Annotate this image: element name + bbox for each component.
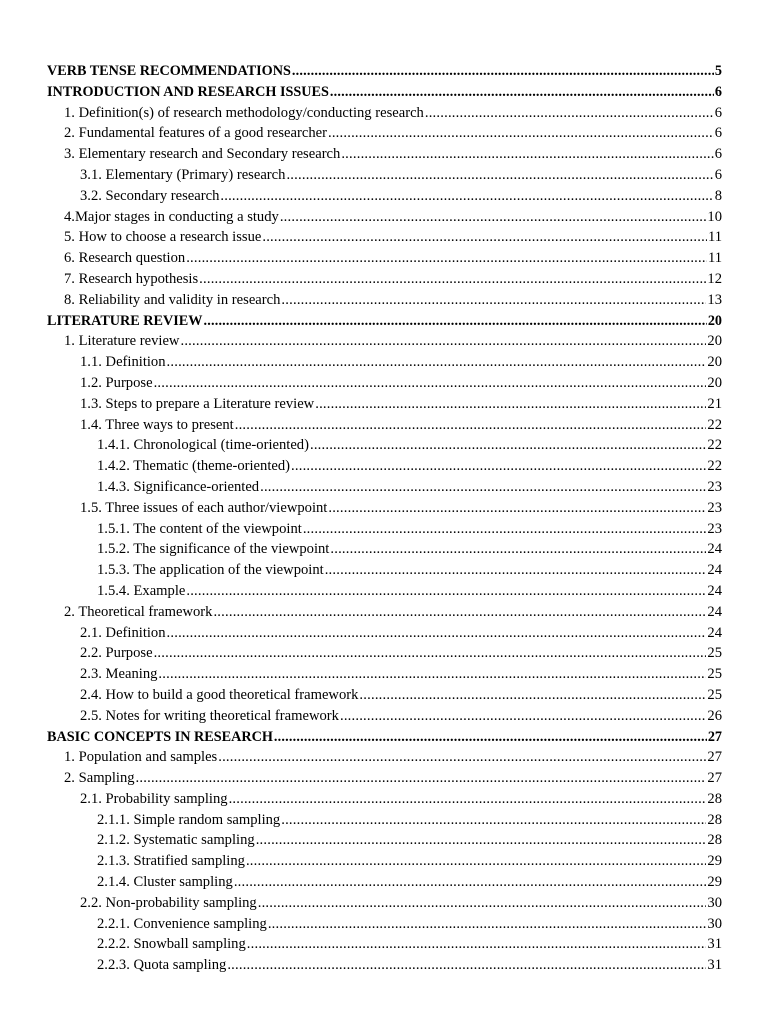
- toc-dot-leader: [315, 394, 706, 415]
- toc-entry-title: 1. Definition(s) of research methodology/conducting research: [64, 103, 425, 124]
- toc-dot-leader: [310, 435, 706, 456]
- toc-page-number: 26: [707, 707, 722, 724]
- toc-entry[interactable]: [0, 581, 768, 602]
- toc-entry-title: 2.1. Definition: [80, 623, 167, 644]
- toc-page-number: 13: [707, 291, 722, 308]
- toc-section-heading[interactable]: [0, 727, 768, 748]
- toc-entry-title: 1.4. Three ways to present: [80, 415, 235, 436]
- toc-dot-leader: [328, 498, 706, 519]
- toc-entry[interactable]: [0, 872, 768, 893]
- toc-page-number: 24: [707, 541, 722, 558]
- toc-dot-leader: [180, 331, 706, 352]
- toc-dot-leader: [186, 248, 707, 269]
- toc-dot-leader: [274, 727, 707, 748]
- toc-entry[interactable]: [0, 373, 768, 394]
- toc-entry-title: 1.5.1. The content of the viewpoint: [97, 519, 303, 540]
- toc-page-number: 25: [707, 686, 722, 703]
- toc-page-number: 12: [707, 270, 722, 287]
- toc-entry-title: 3.2. Secondary research: [80, 186, 220, 207]
- toc-page-number: 22: [707, 416, 722, 433]
- toc-entry-title: 2. Theoretical framework: [64, 602, 213, 623]
- toc-section-heading[interactable]: [0, 82, 768, 103]
- toc-dot-leader: [328, 123, 714, 144]
- toc-entry[interactable]: [0, 851, 768, 872]
- toc-entry[interactable]: [0, 103, 768, 124]
- toc-dot-leader: [167, 623, 707, 644]
- toc-entry-title: LITERATURE REVIEW: [47, 311, 203, 332]
- toc-page-number: 27: [707, 728, 722, 745]
- toc-entry[interactable]: [0, 186, 768, 207]
- toc-page-number: 6: [714, 104, 722, 121]
- toc-dot-leader: [247, 934, 707, 955]
- toc-page-number: 30: [707, 915, 722, 932]
- toc-page-number: 20: [707, 312, 722, 329]
- toc-entry[interactable]: [0, 706, 768, 727]
- toc-page-number: 27: [707, 749, 722, 766]
- toc-dot-leader: [340, 706, 706, 727]
- toc-page-number: 23: [707, 478, 722, 495]
- toc-entry[interactable]: [0, 789, 768, 810]
- toc-entry-title: 2.2.2. Snowball sampling: [97, 934, 247, 955]
- toc-dot-leader: [199, 269, 706, 290]
- toc-page-number: 20: [707, 354, 722, 371]
- toc-entry-title: 1.5.2. The significance of the viewpoint: [97, 539, 330, 560]
- toc-entry-title: 2.2. Non-probability sampling: [80, 893, 258, 914]
- toc-page-number: 25: [707, 666, 722, 683]
- toc-entry[interactable]: [0, 290, 768, 311]
- toc-entry-title: 2.1. Probability sampling: [80, 789, 229, 810]
- toc-dot-leader: [268, 914, 707, 935]
- toc-dot-leader: [235, 415, 707, 436]
- toc-entry[interactable]: [0, 664, 768, 685]
- toc-dot-leader: [286, 165, 713, 186]
- toc-dot-leader: [234, 872, 707, 893]
- toc-page-number: 30: [707, 894, 722, 911]
- toc-entry-title: 1.1. Definition: [80, 352, 167, 373]
- toc-entry[interactable]: [0, 248, 768, 269]
- toc-dot-leader: [167, 352, 707, 373]
- table-of-contents: [0, 61, 768, 976]
- toc-page-number: 22: [707, 437, 722, 454]
- toc-entry-title: 2.3. Meaning: [80, 664, 158, 685]
- toc-dot-leader: [281, 810, 706, 831]
- toc-page-number: 31: [707, 957, 722, 974]
- toc-entry-title: 1.4.1. Chronological (time-oriented): [97, 435, 310, 456]
- toc-entry[interactable]: [0, 893, 768, 914]
- toc-entry[interactable]: [0, 352, 768, 373]
- toc-entry[interactable]: [0, 539, 768, 560]
- toc-page-number: 24: [707, 603, 722, 620]
- toc-entry-title: VERB TENSE RECOMMENDATIONS: [47, 61, 292, 82]
- toc-entry[interactable]: [0, 477, 768, 498]
- toc-entry[interactable]: [0, 123, 768, 144]
- toc-page-number: 6: [714, 83, 722, 100]
- toc-dot-leader: [325, 560, 707, 581]
- toc-entry[interactable]: [0, 955, 768, 976]
- toc-entry-title: 2.1.2. Systematic sampling: [97, 830, 256, 851]
- toc-dot-leader: [229, 789, 707, 810]
- toc-entry-title: 1.5.4. Example: [97, 581, 186, 602]
- toc-page-number: 28: [707, 832, 722, 849]
- toc-dot-leader: [246, 851, 706, 872]
- toc-page-number: 25: [707, 645, 722, 662]
- toc-entry[interactable]: [0, 934, 768, 955]
- toc-entry-title: 1. Literature review: [64, 331, 180, 352]
- toc-entry[interactable]: [0, 685, 768, 706]
- toc-dot-leader: [260, 477, 706, 498]
- toc-entry[interactable]: [0, 435, 768, 456]
- toc-dot-leader: [258, 893, 707, 914]
- toc-dot-leader: [291, 456, 706, 477]
- toc-page-number: 23: [707, 520, 722, 537]
- toc-entry[interactable]: [0, 810, 768, 831]
- toc-entry[interactable]: [0, 519, 768, 540]
- toc-dot-leader: [154, 373, 707, 394]
- toc-dot-leader: [303, 519, 707, 540]
- toc-page-number: 20: [707, 333, 722, 350]
- toc-entry-title: 1.5.3. The application of the viewpoint: [97, 560, 325, 581]
- toc-entry-title: 4.Major stages in conducting a study: [64, 207, 280, 228]
- toc-entry-title: 1.4.3. Significance-oriented: [97, 477, 260, 498]
- toc-entry-title: 2.2.1. Convenience sampling: [97, 914, 268, 935]
- toc-page-number: 21: [707, 395, 722, 412]
- toc-entry-title: 3. Elementary research and Secondary research: [64, 144, 341, 165]
- toc-entry-title: 2.2.3. Quota sampling: [97, 955, 227, 976]
- toc-entry-title: BASIC CONCEPTS IN RESEARCH: [47, 727, 274, 748]
- toc-entry[interactable]: [0, 269, 768, 290]
- toc-entry-title: 2.1.3. Stratified sampling: [97, 851, 246, 872]
- toc-entry-title: 3.1. Elementary (Primary) research: [80, 165, 286, 186]
- toc-page-number: 29: [707, 874, 722, 891]
- toc-entry-title: 2. Fundamental features of a good researcher: [64, 123, 328, 144]
- toc-entry-title: 1. Population and samples: [64, 747, 218, 768]
- toc-entry[interactable]: [0, 227, 768, 248]
- toc-dot-leader: [158, 664, 706, 685]
- toc-entry[interactable]: [0, 560, 768, 581]
- toc-entry[interactable]: [0, 623, 768, 644]
- toc-entry-title: 7. Research hypothesis: [64, 269, 199, 290]
- toc-dot-leader: [227, 955, 706, 976]
- toc-entry-title: INTRODUCTION AND RESEARCH ISSUES: [47, 82, 330, 103]
- toc-entry-title: 1.3. Steps to prepare a Literature review: [80, 394, 315, 415]
- toc-page-number: 29: [707, 853, 722, 870]
- toc-entry[interactable]: [0, 768, 768, 789]
- toc-entry[interactable]: [0, 747, 768, 768]
- toc-dot-leader: [330, 82, 714, 103]
- toc-page-number: 28: [707, 811, 722, 828]
- toc-entry-title: 2. Sampling: [64, 768, 136, 789]
- toc-entry[interactable]: [0, 331, 768, 352]
- toc-section-heading[interactable]: [0, 61, 768, 82]
- toc-entry[interactable]: [0, 394, 768, 415]
- toc-entry-title: 2.1.1. Simple random sampling: [97, 810, 281, 831]
- toc-section-heading[interactable]: [0, 311, 768, 332]
- toc-entry[interactable]: [0, 165, 768, 186]
- toc-page-number: 31: [707, 936, 722, 953]
- toc-page-number: 6: [714, 166, 722, 183]
- toc-dot-leader: [280, 207, 707, 228]
- toc-entry[interactable]: [0, 602, 768, 623]
- toc-dot-leader: [203, 311, 706, 332]
- toc-dot-leader: [330, 539, 706, 560]
- toc-dot-leader: [256, 830, 707, 851]
- toc-page-number: 24: [707, 562, 722, 579]
- toc-dot-leader: [425, 103, 714, 124]
- toc-dot-leader: [218, 747, 706, 768]
- toc-entry-title: 2.4. How to build a good theoretical framework: [80, 685, 359, 706]
- toc-page-number: 6: [714, 125, 722, 142]
- toc-dot-leader: [281, 290, 706, 311]
- toc-entry[interactable]: [0, 830, 768, 851]
- toc-entry-title: 1.2. Purpose: [80, 373, 154, 394]
- toc-page-number: 10: [707, 208, 722, 225]
- toc-page-number: 28: [707, 790, 722, 807]
- toc-entry[interactable]: [0, 914, 768, 935]
- toc-page-number: 20: [707, 374, 722, 391]
- toc-page-number: 6: [714, 146, 722, 163]
- toc-entry[interactable]: [0, 207, 768, 228]
- toc-dot-leader: [220, 186, 713, 207]
- toc-page-number: 24: [707, 582, 722, 599]
- toc-dot-leader: [154, 643, 707, 664]
- toc-page-number: 5: [714, 63, 722, 79]
- toc-entry-title: 1.4.2. Thematic (theme-oriented): [97, 456, 291, 477]
- toc-dot-leader: [341, 144, 713, 165]
- toc-dot-leader: [186, 581, 706, 602]
- toc-page-number: 11: [707, 250, 722, 267]
- toc-dot-leader: [292, 61, 714, 82]
- toc-entry[interactable]: [0, 456, 768, 477]
- toc-entry-title: 1.5. Three issues of each author/viewpoint: [80, 498, 328, 519]
- toc-dot-leader: [136, 768, 707, 789]
- toc-entry-title: 6. Research question: [64, 248, 186, 269]
- toc-dot-leader: [262, 227, 707, 248]
- toc-entry-title: 8. Reliability and validity in research: [64, 290, 281, 311]
- toc-entry-title: 2.2. Purpose: [80, 643, 154, 664]
- toc-page-number: 8: [714, 187, 722, 204]
- toc-dot-leader: [213, 602, 706, 623]
- toc-page-number: 22: [707, 458, 722, 475]
- toc-page-number: 11: [707, 229, 722, 246]
- toc-entry-title: 2.1.4. Cluster sampling: [97, 872, 234, 893]
- toc-page-number: 24: [707, 624, 722, 641]
- toc-page-number: 23: [707, 499, 722, 516]
- toc-entry[interactable]: [0, 144, 768, 165]
- toc-page-number: 27: [707, 770, 722, 787]
- toc-entry[interactable]: [0, 498, 768, 519]
- toc-entry[interactable]: [0, 643, 768, 664]
- toc-dot-leader: [359, 685, 706, 706]
- toc-entry-title: 2.5. Notes for writing theoretical framework: [80, 706, 340, 727]
- toc-entry[interactable]: [0, 415, 768, 436]
- toc-entry-title: 5. How to choose a research issue: [64, 227, 262, 248]
